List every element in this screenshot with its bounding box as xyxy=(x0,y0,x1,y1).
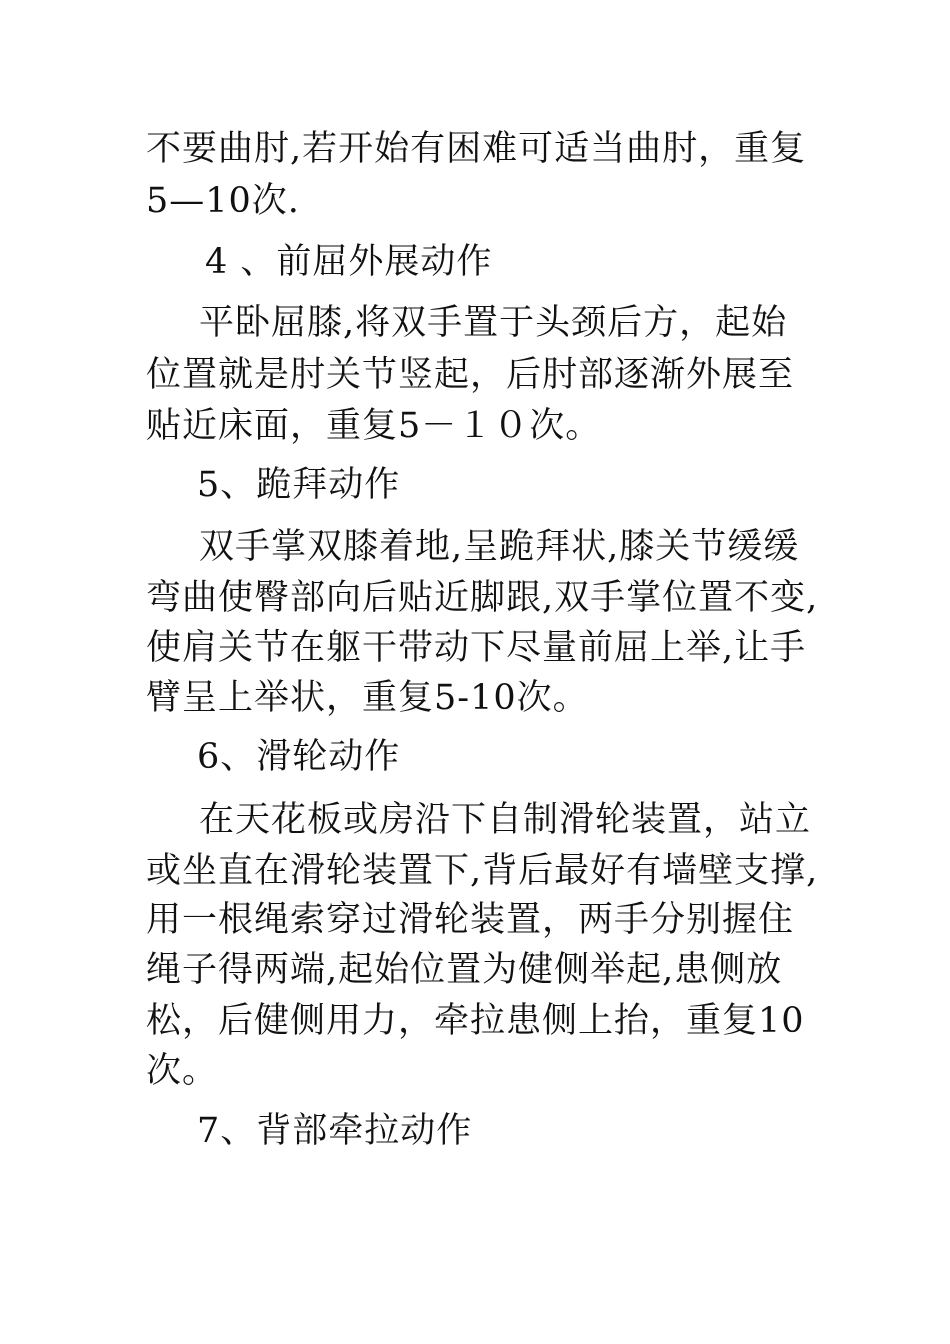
text-line: 平卧屈膝,将双手置于头颈后方，起始 xyxy=(199,303,788,343)
text-line: 使肩关节在躯干带动下尽量前屈上举,让手 xyxy=(146,628,807,668)
text-line: 用一根绳索穿过滑轮装置，两手分别握住 xyxy=(146,900,795,940)
text-line: 位置就是肘关节竖起，后肘部逐渐外展至 xyxy=(146,355,795,395)
text-line: 不要曲肘,若开始有困难可适当曲肘，重复 xyxy=(146,129,807,169)
text-line: 松，后健侧用力，牵拉患侧上抬，重复10 xyxy=(146,1001,805,1041)
text-line: 弯曲使臀部向后贴近脚跟,双手掌位置不变, xyxy=(146,578,819,618)
text-line: 绳子得两端,起始位置为健侧举起,患侧放 xyxy=(146,950,783,990)
text-line: 臂呈上举状，重复5-10次。 xyxy=(146,678,589,718)
section-heading: 5、跪拜动作 xyxy=(197,465,401,505)
text-line: 或坐直在滑轮装置下,背后最好有墙壁支撑, xyxy=(146,851,819,891)
section-heading: 4 、前屈外展动作 xyxy=(205,242,493,282)
text-line: 贴近床面，重复5－１０次。 xyxy=(146,406,602,446)
text-line: 双手掌双膝着地,呈跪拜状,膝关节缓缓 xyxy=(199,527,800,567)
text-line: 5—10次. xyxy=(146,181,300,221)
text-line: 在天花板或房沿下自制滑轮装置，站立 xyxy=(199,800,812,840)
text-line: 次。 xyxy=(146,1051,219,1091)
section-heading: 6、滑轮动作 xyxy=(197,737,401,777)
section-heading: 7、背部牵拉动作 xyxy=(197,1111,473,1151)
